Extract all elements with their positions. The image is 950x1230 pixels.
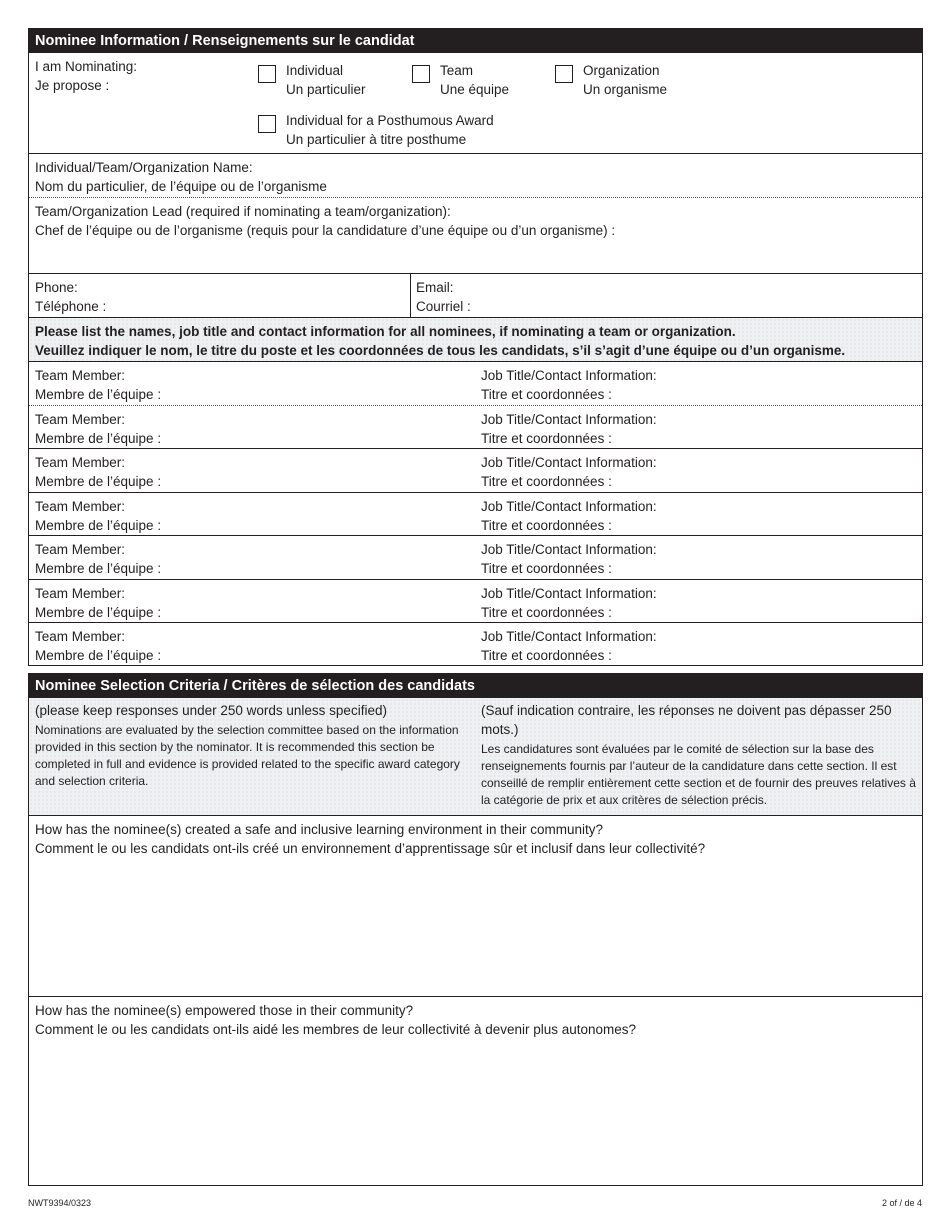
form-number: NWT9394/0323 [28, 1198, 92, 1208]
criteria-note-en: (please keep responses under 250 words unless specified) [35, 703, 387, 718]
phone-field[interactable] [35, 278, 106, 316]
selection-criteria-header: Nominee Selection Criteria / Critères de sélection des candidats [29, 674, 922, 698]
nominee-name-field[interactable] [29, 153, 922, 197]
team-instructions [29, 317, 922, 361]
question-1-fr: Comment le ou les candidats ont-ils créé un environnement d’apprentissage sûr et inclusif dans leur collectivité? [35, 841, 706, 856]
individual-option-label: Individual Un particulier [286, 63, 366, 97]
team-instructions-fr: Veuillez indiquer le nom, le titre du poste et les coordonnées de tous les candidats, s’il s’agit d’une équipe ou d’un organisme. [35, 343, 846, 358]
team-member-row[interactable]: Team Member: Membre de l’équipe : Job Title/Contact Information: Titre et coordonnées : [29, 361, 922, 405]
nominating-label-fr: Je propose : [35, 78, 110, 93]
question-empowered-field[interactable] [29, 996, 922, 1183]
nominating-label-en: I am Nominating: [35, 59, 138, 74]
team-member-row[interactable]: Team Member: Membre de l’équipe : Job Title/Contact Information: Titre et coordonnées : [29, 622, 922, 666]
team-member-row[interactable]: Team Member: Membre de l’équipe : Job Title/Contact Information: Titre et coordonnées : [29, 492, 922, 536]
page-number: 2 of / de 4 [881, 1198, 922, 1208]
organization-option-label: Organization Un organisme [583, 63, 668, 97]
criteria-body-en: Nominations are evaluated by the selection committee based on the information provided in this section by the nominator. It is recommended this section be completed in full and evidence is provided related to the specific award category and selection criteria. [35, 723, 460, 788]
team-member-row[interactable]: Team Member: Membre de l’équipe : Job Title/Contact Information: Titre et coordonnées : [29, 448, 922, 492]
phone-label-en: Phone: [35, 280, 78, 295]
team-checkbox[interactable] [412, 65, 430, 83]
individual-checkbox[interactable] [258, 65, 276, 83]
question-2-fr: Comment le ou les candidats ont-ils aidé les membres de leur collectivité à devenir plus autonomes? [35, 1022, 637, 1037]
question-safe-inclusive-field[interactable] [29, 815, 922, 996]
email-label-en: Email: [416, 280, 454, 295]
nominee-information-section [28, 28, 923, 666]
team-member-row[interactable]: Team Member: Membre de l’équipe : Job Title/Contact Information: Titre et coordonnées : [29, 579, 922, 623]
question-1-en: How has the nominee(s) created a safe and inclusive learning environment in their community? [35, 822, 604, 837]
team-instructions-en: Please list the names, job title and contact information for all nominees, if nominating a team or organization. [35, 324, 736, 339]
phone-email-row [29, 273, 922, 317]
posthumous-checkbox[interactable] [258, 115, 276, 133]
organization-checkbox[interactable] [555, 65, 573, 83]
team-option-label: Team Une équipe [440, 63, 510, 97]
phone-label-fr: Téléphone : [35, 299, 107, 314]
email-label-fr: Courriel : [416, 299, 471, 314]
team-member-row[interactable]: Team Member: Membre de l’équipe : Job Title/Contact Information: Titre et coordonnées : [29, 535, 922, 579]
criteria-note-fr: (Sauf indication contraire, les réponses ne doivent pas dépasser 250 mots.) [481, 703, 892, 737]
nominee-information-header: Nominee Information / Renseignements sur le candidat [29, 29, 922, 53]
team-lead-label-en: Team/Organization Lead (required if nominating a team/organization): [35, 204, 451, 219]
posthumous-option-label: Individual for a Posthumous Award Un particulier à titre posthume [286, 113, 494, 147]
team-member-row[interactable]: Team Member: Membre de l’équipe : Job Title/Contact Information: Titre et coordonnées : [29, 405, 922, 449]
nominee-name-label-fr: Nom du particulier, de l’équipe ou de l’organisme [35, 179, 327, 194]
question-2-en: How has the nominee(s) empowered those in their community? [35, 1003, 414, 1018]
nominee-name-label-en: Individual/Team/Organization Name: [35, 160, 253, 175]
criteria-body-fr: Les candidatures sont évaluées par le comité de sélection sur la base des renseignements fournis par l’auteur de la candidature dans cette section. Il est conseillé de remplir entièrement cette section et de fournir des preuves relatives à la catégorie de prix et aux critères de sélection précis. [481, 742, 916, 807]
nominating-type-row [29, 53, 922, 153]
team-lead-label-fr: Chef de l’équipe ou de l’organisme (requis pour la candidature d’une équipe ou d’un organisme) : [35, 223, 616, 238]
email-field[interactable] [416, 278, 471, 316]
criteria-instructions [29, 698, 922, 815]
selection-criteria-section [28, 673, 923, 1186]
team-lead-field[interactable] [29, 197, 922, 273]
